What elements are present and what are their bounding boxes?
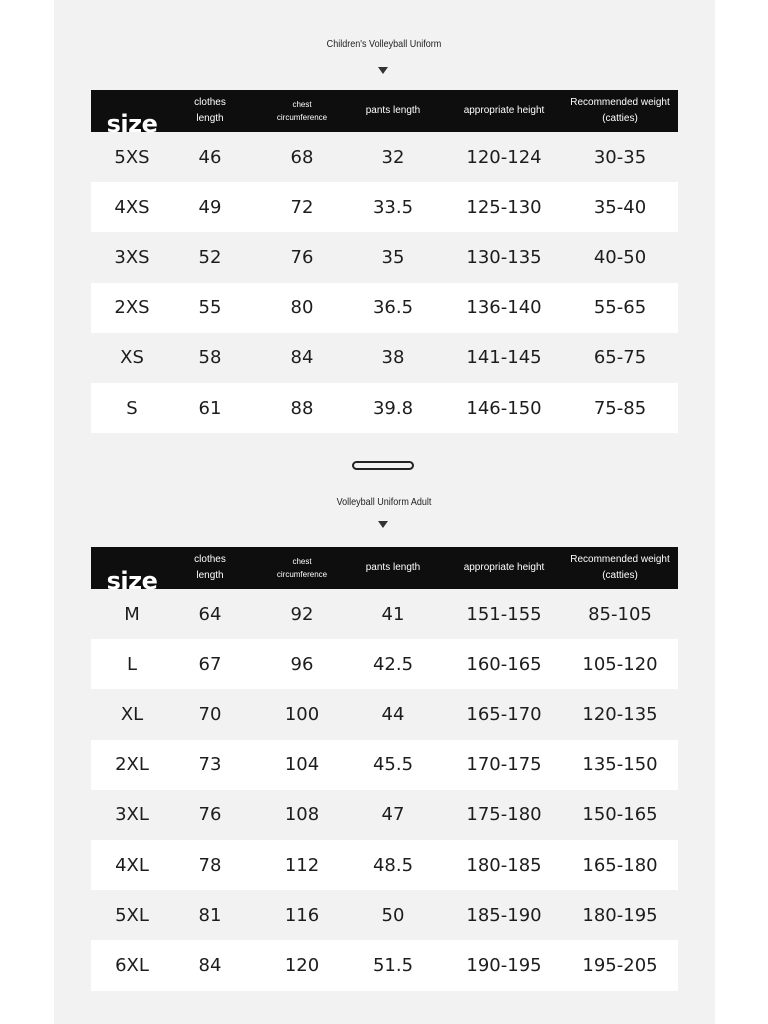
- cell-clothes-length: 84: [198, 954, 222, 976]
- cell-size: 3XS: [114, 246, 150, 268]
- cell-chest-circumference: 100: [284, 703, 320, 725]
- header-clothes-length: clothes length: [194, 97, 226, 124]
- table-row: [91, 589, 678, 639]
- cell-appropriate-height: 190-195: [466, 954, 542, 976]
- cell-size: S: [126, 397, 138, 419]
- cell-pants-length: 45.5: [372, 754, 414, 776]
- cell-chest-circumference: 88: [290, 397, 314, 419]
- header-pants-length: pants length: [365, 105, 421, 116]
- cell-size: M: [124, 603, 140, 625]
- cell-appropriate-height: 125-130: [466, 196, 542, 218]
- adult-size-table: [91, 547, 678, 991]
- cell-recommended-weight: 30-35: [593, 146, 647, 168]
- cell-appropriate-height: 165-170: [466, 703, 542, 725]
- header-chest-circumference: chest circumference: [276, 557, 328, 579]
- table-row: [91, 940, 678, 990]
- cell-size: 3XL: [115, 804, 149, 826]
- cell-size: 2XL: [115, 754, 149, 776]
- cell-clothes-length: 73: [198, 754, 222, 776]
- cell-chest-circumference: 108: [284, 804, 320, 826]
- cell-chest-circumference: 68: [290, 146, 314, 168]
- header-chest-circumference: chest circumference: [276, 100, 328, 122]
- cell-pants-length: 35: [381, 246, 405, 268]
- cell-appropriate-height: 141-145: [466, 347, 542, 369]
- cell-recommended-weight: 180-195: [582, 904, 658, 926]
- table-header: [91, 90, 678, 138]
- cell-pants-length: 39.8: [372, 397, 414, 419]
- table-body: [91, 589, 678, 991]
- cell-chest-circumference: 120: [284, 954, 320, 976]
- table-row: [91, 182, 678, 232]
- header-recommended-weight: Recommended weight (catties): [570, 554, 670, 581]
- cell-pants-length: 44: [381, 703, 405, 725]
- cell-size: L: [126, 653, 138, 675]
- cell-clothes-length: 46: [198, 146, 222, 168]
- cell-recommended-weight: 35-40: [593, 196, 647, 218]
- table-row: [91, 232, 678, 282]
- cell-pants-length: 42.5: [372, 653, 414, 675]
- cell-clothes-length: 49: [198, 196, 222, 218]
- cell-size: 4XL: [115, 854, 149, 876]
- table-row: [91, 790, 678, 840]
- cell-appropriate-height: 170-175: [466, 754, 542, 776]
- cell-pants-length: 41: [381, 603, 405, 625]
- cell-recommended-weight: 165-180: [582, 854, 658, 876]
- cell-appropriate-height: 136-140: [466, 297, 542, 319]
- cell-chest-circumference: 96: [290, 653, 314, 675]
- table-row: [91, 333, 678, 383]
- cell-recommended-weight: 55-65: [593, 297, 647, 319]
- table-row: [91, 383, 678, 433]
- cell-pants-length: 51.5: [372, 954, 414, 976]
- cell-chest-circumference: 104: [284, 754, 320, 776]
- cell-clothes-length: 70: [198, 703, 222, 725]
- cell-pants-length: 47: [381, 804, 405, 826]
- children-section-title: Children's Volleyball Uniform: [326, 38, 442, 50]
- children-size-table: [91, 90, 678, 433]
- cell-size: 6XL: [115, 954, 149, 976]
- cell-recommended-weight: 85-105: [588, 603, 652, 625]
- cell-recommended-weight: 120-135: [582, 703, 658, 725]
- table-row: [91, 689, 678, 739]
- cell-appropriate-height: 160-165: [466, 653, 542, 675]
- cell-pants-length: 36.5: [372, 297, 414, 319]
- table-body: [91, 132, 678, 433]
- cell-clothes-length: 67: [198, 653, 222, 675]
- table-row: [91, 132, 678, 182]
- cell-clothes-length: 64: [198, 603, 222, 625]
- cell-size: 2XS: [114, 297, 150, 319]
- cell-size: 5XL: [115, 904, 149, 926]
- table-row: [91, 840, 678, 890]
- cell-pants-length: 33.5: [372, 196, 414, 218]
- cell-pants-length: 38: [381, 347, 405, 369]
- down-arrow-icon: [378, 67, 388, 74]
- cell-chest-circumference: 116: [284, 904, 320, 926]
- cell-pants-length: 50: [381, 904, 405, 926]
- cell-clothes-length: 61: [198, 397, 222, 419]
- cell-size: XL: [120, 703, 144, 725]
- cell-clothes-length: 58: [198, 347, 222, 369]
- cell-appropriate-height: 130-135: [466, 246, 542, 268]
- header-recommended-weight: Recommended weight (catties): [570, 97, 670, 124]
- cell-recommended-weight: 105-120: [582, 653, 658, 675]
- cell-clothes-length: 76: [198, 804, 222, 826]
- header-clothes-length: clothes length: [194, 554, 226, 581]
- table-row: [91, 639, 678, 689]
- cell-chest-circumference: 92: [290, 603, 314, 625]
- cell-clothes-length: 52: [198, 246, 222, 268]
- cell-clothes-length: 81: [198, 904, 222, 926]
- cell-recommended-weight: 75-85: [593, 397, 647, 419]
- divider-pill: [352, 461, 414, 470]
- cell-recommended-weight: 195-205: [582, 954, 658, 976]
- table-row: [91, 740, 678, 790]
- cell-chest-circumference: 84: [290, 347, 314, 369]
- cell-appropriate-height: 185-190: [466, 904, 542, 926]
- cell-recommended-weight: 150-165: [582, 804, 658, 826]
- cell-size: XS: [120, 347, 144, 369]
- cell-chest-circumference: 76: [290, 246, 314, 268]
- cell-size: 5XS: [114, 146, 150, 168]
- header-appropriate-height: appropriate height: [463, 562, 545, 573]
- cell-appropriate-height: 146-150: [466, 397, 542, 419]
- header-appropriate-height: appropriate height: [463, 105, 545, 116]
- cell-chest-circumference: 112: [284, 854, 320, 876]
- header-size: size: [106, 110, 158, 138]
- cell-clothes-length: 55: [198, 297, 222, 319]
- table-row: [91, 890, 678, 940]
- cell-pants-length: 48.5: [372, 854, 414, 876]
- cell-chest-circumference: 80: [290, 297, 314, 319]
- cell-appropriate-height: 175-180: [466, 804, 542, 826]
- cell-appropriate-height: 151-155: [466, 603, 542, 625]
- cell-chest-circumference: 72: [290, 196, 314, 218]
- cell-recommended-weight: 40-50: [593, 246, 647, 268]
- cell-pants-length: 32: [381, 146, 405, 168]
- cell-size: 4XS: [114, 196, 150, 218]
- cell-clothes-length: 78: [198, 854, 222, 876]
- cell-appropriate-height: 180-185: [466, 854, 542, 876]
- header-size: size: [106, 567, 158, 595]
- cell-recommended-weight: 65-75: [593, 347, 647, 369]
- table-header: [91, 547, 678, 595]
- header-pants-length: pants length: [365, 562, 421, 573]
- adult-section-title: Volleyball Uniform Adult: [336, 496, 432, 508]
- table-row: [91, 283, 678, 333]
- down-arrow-icon: [378, 521, 388, 528]
- cell-recommended-weight: 135-150: [582, 754, 658, 776]
- cell-appropriate-height: 120-124: [466, 146, 542, 168]
